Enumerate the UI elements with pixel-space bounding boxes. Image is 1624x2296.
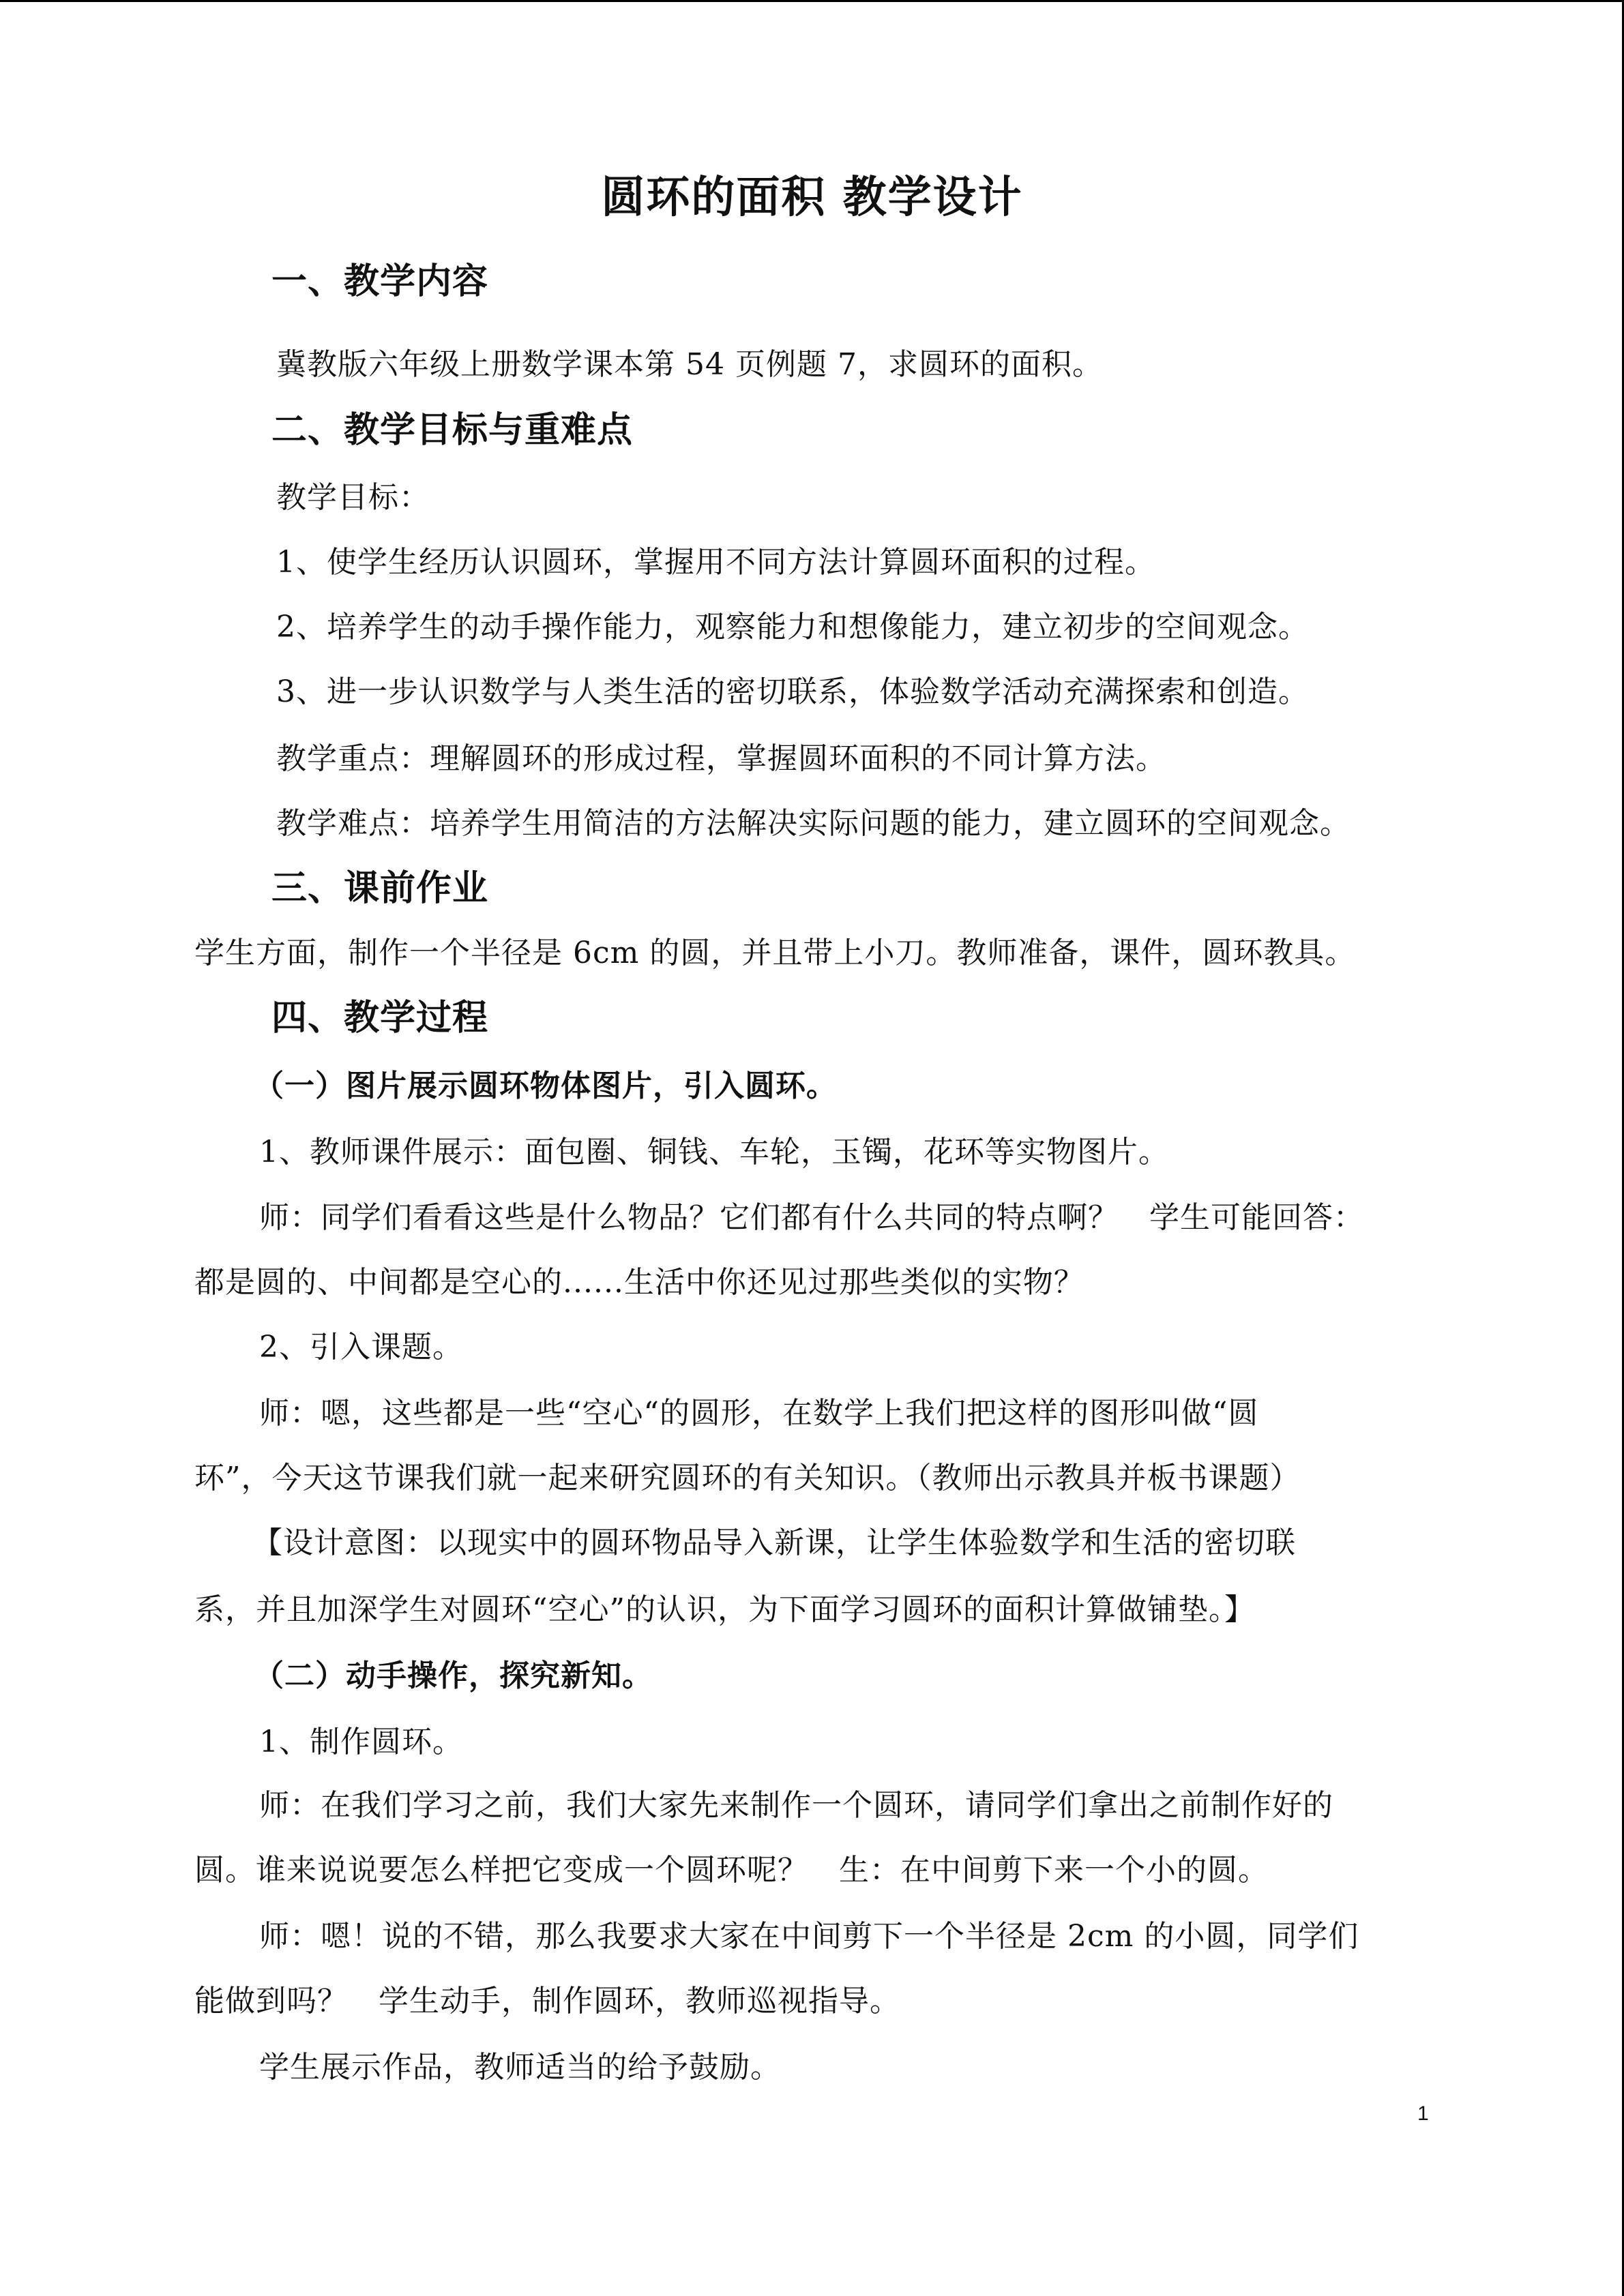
process-part2-paragraph: 师：在我们学习之前，我们大家先来制作一个圆环，请同学们拿出之前制作好的	[259, 1788, 1333, 1823]
key-point-text: 教学重点：理解圆环的形成过程，掌握圆环面积的不同计算方法。	[276, 741, 1166, 776]
process-part1-paragraph: 1、教师课件展示：面包圈、铜钱、车轮，玉镯，花环等实物图片。	[259, 1135, 1169, 1169]
process-part2-paragraph: 圆。谁来说说要怎么样把它变成一个圆环呢？ 生：在中间剪下来一个小的圆。	[194, 1853, 1269, 1888]
section-content-text: 冀教版六年级上册数学课本第 54 页例题 7，求圆环的面积。	[276, 347, 1103, 382]
process-part2-paragraph: 能做到吗？ 学生动手，制作圆环，教师巡视指导。	[194, 1984, 900, 2018]
process-part2-heading: （二）动手操作，探究新知。	[254, 1658, 653, 1693]
goal-item-2: 2、培养学生的动手操作能力，观察能力和想像能力，建立初步的空间观念。	[276, 610, 1309, 644]
section-heading-content: 一、教学内容	[271, 261, 489, 302]
section-heading-homework: 三、课前作业	[271, 868, 489, 909]
design-intent-note: 【设计意图：以现实中的圆环物品导入新课，让学生体验数学和生活的密切联	[252, 1525, 1296, 1560]
process-part1-paragraph: 环”，今天这节课我们就一起来研究圆环的有关知识。（教师出示教具并板书课题）	[194, 1461, 1301, 1495]
section-heading-goals: 二、教学目标与重难点	[271, 410, 634, 451]
process-part2-paragraph: 师：嗯！说的不错，那么我要求大家在中间剪下一个半径是 2cm 的小圆，同学们	[259, 1919, 1359, 1954]
process-part1-paragraph: 师：同学们看看这些是什么物品？它们都有什么共同的特点啊？ 学生可能回答：	[259, 1200, 1364, 1235]
process-part1-paragraph: 2、引入课题。	[259, 1330, 463, 1365]
page-number: 1	[1417, 2102, 1429, 2125]
goal-item-3: 3、进一步认识数学与人类生活的密切联系，体验数学活动充满探索和创造。	[276, 674, 1309, 709]
process-part1-paragraph: 师：嗯，这些都是一些“空心“的圆形，在数学上我们把这样的图形叫做“圆	[259, 1396, 1259, 1431]
difficulty-text: 教学难点：培养学生用简洁的方法解决实际问题的能力，建立圆环的空间观念。	[276, 806, 1350, 841]
page-border-top	[0, 0, 1624, 2]
design-intent-note: 系，并且加深学生对圆环“空心”的认识，为下面学习圆环的面积计算做铺垫。】	[194, 1592, 1255, 1627]
process-part1-heading: （一）图片展示圆环物体图片，引入圆环。	[254, 1069, 837, 1103]
process-part2-paragraph: 学生展示作品，教师适当的给予鼓励。	[259, 2050, 781, 2085]
process-part1-paragraph: 都是圆的、中间都是空心的......生活中你还见过那些类似的实物？	[194, 1265, 1084, 1300]
goals-label: 教学目标：	[276, 480, 430, 515]
document-title: 圆环的面积 教学设计	[601, 173, 1023, 223]
section-heading-process: 四、教学过程	[271, 998, 489, 1039]
goal-item-1: 1、使学生经历认识圆环，掌握用不同方法计算圆环面积的过程。	[276, 545, 1155, 580]
homework-text: 学生方面，制作一个半径是 6cm 的圆，并且带上小刀。教师准备，课件，圆环教具。	[194, 936, 1356, 970]
process-part2-paragraph: 1、制作圆环。	[259, 1725, 463, 1759]
